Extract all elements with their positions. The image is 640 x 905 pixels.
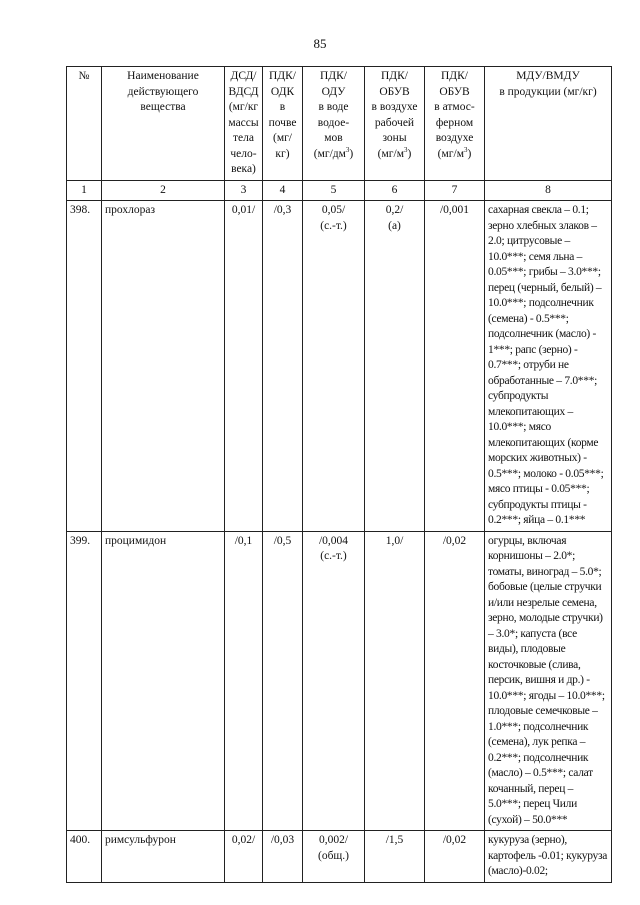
water-value: 0,002/ (общ.) (303, 831, 365, 883)
water-value: /0,004 (с.-т.) (303, 531, 365, 831)
header-dsd: ДСД/ ВДСД (мг/кг массы тела чело- века) (225, 67, 263, 181)
header-substance-name: Наименование действующего вещества (102, 67, 225, 181)
soil-value: /0,3 (263, 201, 303, 532)
mdu-value: кукуруза (зерно), картофель -0.01; кукуруза (масло)-0.02; (485, 831, 612, 883)
row-number: 399. (67, 531, 102, 831)
mdu-value: сахарная свекла – 0.1; зерно хлебных злаков – 2.0; цитрусовые – 10.0***; семя льна – 0.05***; грибы – 3.0***; перец (черный, белый) – 10.0***; подсолнечник (семена) - 0.5***; подсолнечник (масло) - 1***; рапс (зерно) - 0.7***; отруби не обработанные – 7.0***; субпродукты млекопитающих – 10.0***; мясо млекопитающих (корме морских животных) - 0.5***; молоко - 0.05***; мясо птицы - 0.05***; субпродукты птицы - 0.2***; яйца – 0.1*** (485, 201, 612, 532)
dsd-value: 0,02/ (225, 831, 263, 883)
page-number: 85 (313, 36, 327, 51)
column-number: 3 (225, 180, 263, 201)
substance-name: прохлораз (102, 201, 225, 532)
dsd-value: 0,01/ (225, 201, 263, 532)
substance-name: римсульфурон (102, 831, 225, 883)
water-value: 0,05/ (с.-т.) (303, 201, 365, 532)
row-number: 398. (67, 201, 102, 532)
header-mdu: МДУ/ВМДУ в продукции (мг/кг) (485, 67, 612, 181)
header-water: ПДК/ ОДУ в воде водое- мов $(мг/дм^3)$ (303, 67, 365, 181)
header-number: № (67, 67, 102, 181)
atm-air-value: /0,02 (425, 831, 485, 883)
mdu-value: огурцы, включая корнишоны – 2.0*; томаты, виноград – 5.0*; бобовые (целые стручки и/или незрелые семена, зерно, молодые стручки) – 3.0*; капуста (все виды), плодовые косточковые (слива, персик, вишня и др.) - 10.0***; ягоды – 10.0***; плодовые семечковые – 1.0***; подсолнечник (семена), лук репка – 0.2***; подсолнечник (масло) – 0.5***; салат кочанный, перец – 5.0***; перец Чили (сухой) – 50.0*** (485, 531, 612, 831)
column-number: 4 (263, 180, 303, 201)
header-atmospheric-air: ПДК/ ОБУВ в атмос- ферном воздухе $(мг/м^3)$ (425, 67, 485, 181)
column-number: 1 (67, 180, 102, 201)
dsd-value: /0,1 (225, 531, 263, 831)
column-number: 5 (303, 180, 365, 201)
table-row (67, 531, 612, 831)
soil-value: /0,5 (263, 531, 303, 831)
column-number: 6 (365, 180, 425, 201)
column-number: 2 (102, 180, 225, 201)
column-number: 7 (425, 180, 485, 201)
column-number: 8 (485, 180, 612, 201)
table-row (67, 201, 612, 532)
work-air-value: 1,0/ (365, 531, 425, 831)
substance-name: процимидон (102, 531, 225, 831)
work-air-value: /1,5 (365, 831, 425, 883)
header-row (67, 67, 612, 181)
work-air-value: 0,2/ (а) (365, 201, 425, 532)
atm-air-value: /0,001 (425, 201, 485, 532)
header-work-zone-air: ПДК/ ОБУВ в воздухе рабочей зоны $(мг/м^3)$ (365, 67, 425, 181)
table-row (67, 831, 612, 883)
atm-air-value: /0,02 (425, 531, 485, 831)
soil-value: /0,03 (263, 831, 303, 883)
column-number-row (67, 180, 612, 201)
hygiene-standards-table (66, 66, 612, 883)
row-number: 400. (67, 831, 102, 883)
header-soil: ПДК/ ОДК в почве (мг/кг) (263, 67, 303, 181)
